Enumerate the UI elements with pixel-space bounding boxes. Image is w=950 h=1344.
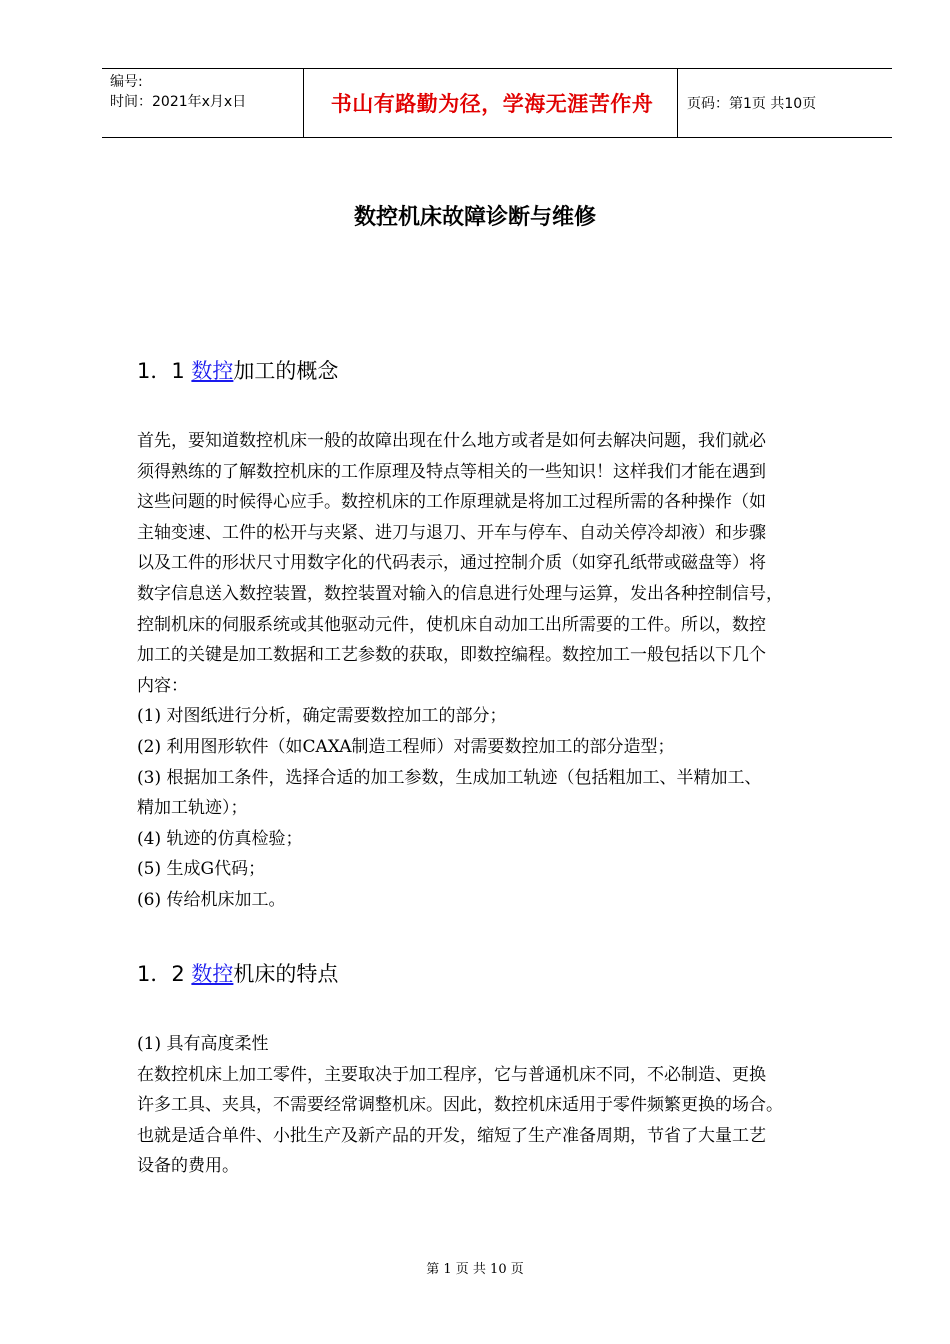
header-divider [303, 69, 304, 137]
text-line: 加工的关键是加工数据和工艺参数的获取，即数控编程。数控加工一般包括以下几个 [137, 645, 766, 666]
page-footer: 第 1 页 共 10 页 [426, 1262, 524, 1277]
page-header [102, 68, 892, 138]
text-line: 数字信息送入数控装置，数控装置对输入的信息进行处理与运算，发出各种控制信号， [137, 583, 783, 604]
list-item: (2) 利用图形软件（如CAXA制造工程师）对需要数控加工的部分造型； [137, 736, 675, 757]
section-number: 1．1 [137, 359, 192, 383]
text-line: 这些问题的时候得心应手。数控机床的工作原理就是将加工过程所需的各种操作（如 [137, 492, 766, 513]
list-item: 精加工轨迹）； [137, 798, 248, 819]
list-item: (3) 根据加工条件，选择合适的加工参数，生成加工轨迹（包括粗加工、半精加工、 [137, 767, 762, 788]
list-item: (1) 对图纸进行分析，确定需要数控加工的部分； [137, 706, 507, 727]
list-item: (5) 生成G代码； [137, 859, 266, 880]
header-page-info: 页码：第1页 共10页 [687, 96, 817, 112]
text-line: 控制机床的伺服系统或其他驱动元件，使机床自动加工出所需要的工件。所以，数控 [137, 614, 766, 635]
text-line: 也就是适合单件、小批生产及新产品的开发，缩短了生产准备周期，节省了大量工艺 [137, 1125, 766, 1146]
text-line: 许多工具、夹具，不需要经常调整机床。因此，数控机床适用于零件频繁更换的场合。 [137, 1095, 783, 1116]
text-line: 设备的费用。 [137, 1156, 239, 1177]
header-divider [677, 69, 678, 137]
section-heading-text: 机床的特点 [233, 962, 339, 986]
document-title: 数控机床故障诊断与维修 [353, 205, 596, 230]
section-link[interactable]: 数控 [191, 962, 234, 986]
section-link[interactable]: 数控 [191, 359, 234, 383]
text-line: 主轴变速、工件的松开与夹紧、进刀与退刀、开车与停车、自动关停冷却液）和步骤 [137, 522, 766, 543]
list-item: (1) 具有高度柔性 [137, 1034, 269, 1054]
section-number: 1．2 [137, 962, 192, 986]
header-motto: 书山有路勤为径，学海无涯苦作舟 [330, 92, 654, 116]
list-item: (4) 轨迹的仿真检验； [137, 828, 303, 849]
text-line: 首先，要知道数控机床一般的故障出现在什么地方或者是如何去解决问题，我们就必 [137, 431, 766, 451]
list-item: (6) 传给机床加工。 [137, 889, 286, 910]
section-heading-1-1 [137, 355, 338, 385]
text-line: 在数控机床上加工零件，主要取决于加工程序，它与普通机床不同，不必制造、更换 [137, 1064, 766, 1085]
header-meta [110, 72, 246, 112]
section-heading-text: 加工的概念 [233, 359, 339, 383]
number-label: 编号: [110, 74, 143, 90]
section-1-body [137, 426, 849, 916]
section-2-body [137, 1029, 849, 1182]
time-label: 时间：2021年x月x日 [110, 94, 247, 110]
text-line: 须得熟练的了解数控机床的工作原理及特点等相关的一些知识！这样我们才能在遇到 [137, 461, 766, 482]
text-line: 内容： [137, 675, 188, 696]
text-line: 以及工件的形状尺寸用数字化的代码表示，通过控制介质（如穿孔纸带或磁盘等）将 [137, 553, 766, 574]
section-heading-1-2 [137, 958, 338, 988]
